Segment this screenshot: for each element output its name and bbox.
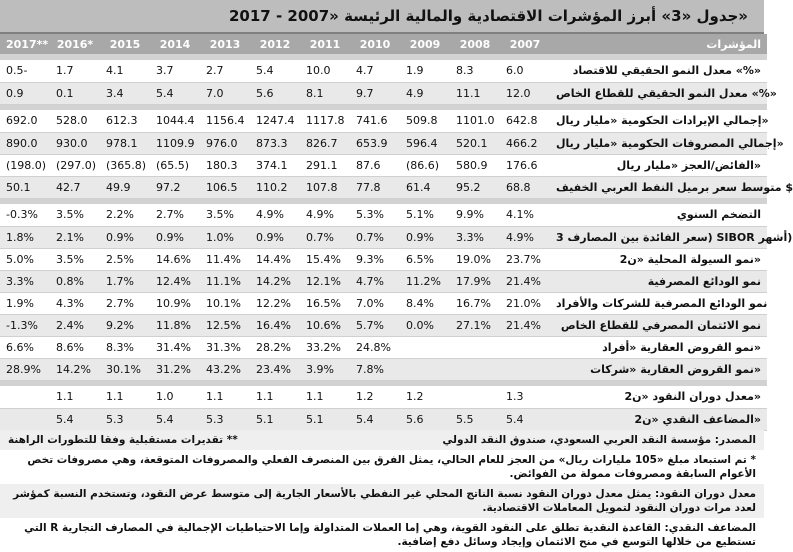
value-cell: 692.0 — [0, 110, 50, 132]
value-cell: 1.1 — [50, 386, 100, 408]
note-deficit: * تم استبعاد مبلغ «105 مليارات ريال» من العجز للعام الحالي، يمثل الفرق بين المنصرف الفعلي والمصروفات المتوقعة، وهي مصروفات تخص الأعوام السابقة ومصروفات ممولة من الفوائض. — [27, 454, 756, 480]
value-cell: 5.4 — [50, 408, 100, 430]
value-cell: 2.4% — [50, 314, 100, 336]
value-cell: (365.8) — [100, 154, 150, 176]
value-cell: 68.8 — [500, 176, 550, 198]
table-row — [0, 408, 767, 430]
value-cell: 28.2% — [250, 336, 300, 358]
value-cell: 176.6 — [500, 154, 550, 176]
value-cell: 16.4% — [250, 314, 300, 336]
year-header: 2012 — [250, 34, 300, 54]
value-cell: 1044.4 — [150, 110, 200, 132]
value-cell: 61.4 — [400, 176, 450, 198]
value-cell: 509.8 — [400, 110, 450, 132]
value-cell: 5.4 — [500, 408, 550, 430]
value-cell: 1156.4 — [200, 110, 250, 132]
estimates-note: ** تقديرات مستقبلية وفقا للتطورات الراهنة — [8, 434, 238, 446]
value-cell: 9.2% — [100, 314, 150, 336]
value-cell: 50.1 — [0, 176, 50, 198]
value-cell: 12.5% — [200, 314, 250, 336]
value-cell: 5.3% — [350, 204, 400, 226]
value-cell: 4.9% — [500, 226, 550, 248]
value-cell: 528.0 — [50, 110, 100, 132]
value-cell: 14.4% — [250, 248, 300, 270]
value-cell: 16.7% — [450, 292, 500, 314]
value-cell: 3.9% — [300, 358, 350, 380]
year-header: 2007 — [500, 34, 550, 54]
value-cell: 12.2% — [250, 292, 300, 314]
value-cell: 16.5% — [300, 292, 350, 314]
year-header: 2017** — [0, 34, 50, 54]
value-cell: 5.5 — [450, 408, 500, 430]
indicator-label: نمو الودائع المصرفية للشركات والأفراد — [550, 292, 767, 314]
value-cell: 106.5 — [200, 176, 250, 198]
value-cell — [500, 336, 550, 358]
value-cell: (198.0) — [0, 154, 50, 176]
value-cell: 4.1% — [500, 204, 550, 226]
value-cell: 3.7 — [150, 60, 200, 82]
value-cell: 9.9% — [450, 204, 500, 226]
value-cell — [0, 408, 50, 430]
value-cell: 87.6 — [350, 154, 400, 176]
value-cell: (297.0) — [50, 154, 100, 176]
value-cell: 1.2 — [350, 386, 400, 408]
value-cell: 23.7% — [500, 248, 550, 270]
year-header: 2016* — [50, 34, 100, 54]
value-cell: 9.7 — [350, 82, 400, 104]
value-cell: 930.0 — [50, 132, 100, 154]
value-cell: 5.6 — [250, 82, 300, 104]
year-header: 2009 — [400, 34, 450, 54]
value-cell: 5.4 — [250, 60, 300, 82]
value-cell: 12.4% — [150, 270, 200, 292]
value-cell: 15.4% — [300, 248, 350, 270]
value-cell: 49.9 — [100, 176, 150, 198]
value-cell: 642.8 — [500, 110, 550, 132]
value-cell: 4.9% — [250, 204, 300, 226]
value-cell: (65.5) — [150, 154, 200, 176]
value-cell: 12.0 — [500, 82, 550, 104]
value-cell — [400, 336, 450, 358]
value-cell: 107.8 — [300, 176, 350, 198]
value-cell: 6.5% — [400, 248, 450, 270]
table-row — [0, 248, 767, 270]
value-cell: 8.6% — [50, 336, 100, 358]
value-cell: 3.3% — [0, 270, 50, 292]
indicator-label: معدل النمو الحقيقي للقطاع الخاص «%» — [550, 82, 767, 104]
value-cell: 5.4 — [350, 408, 400, 430]
value-cell: 978.1 — [100, 132, 150, 154]
value-cell: 612.3 — [100, 110, 150, 132]
value-cell: 1.1 — [250, 386, 300, 408]
source-note: المصدر: مؤسسة النقد العربي السعودي، صندوق النقد الدولي — [442, 434, 756, 446]
value-cell: 1.8% — [0, 226, 50, 248]
value-cell: 1109.9 — [150, 132, 200, 154]
notes-section — [0, 430, 764, 552]
value-cell: 6.0 — [500, 60, 550, 82]
year-header: 2013 — [200, 34, 250, 54]
indicator-label: متوسط سعر برميل النفط العربي الخفيف $ — [550, 176, 767, 198]
value-cell: 374.1 — [250, 154, 300, 176]
indicators-table — [0, 34, 793, 431]
table-row — [0, 110, 767, 132]
value-cell: 0.9% — [100, 226, 150, 248]
year-header: 2010 — [350, 34, 400, 54]
value-cell: 5.4 — [150, 408, 200, 430]
value-cell: 10.6% — [300, 314, 350, 336]
value-cell: 1247.4 — [250, 110, 300, 132]
indicator-label: نمو الودائع المصرفية — [550, 270, 767, 292]
value-cell: 8.1 — [300, 82, 350, 104]
value-cell: 2.7% — [150, 204, 200, 226]
value-cell: 2.5% — [100, 248, 150, 270]
value-cell: 873.3 — [250, 132, 300, 154]
value-cell — [0, 386, 50, 408]
indicator-label: نمو الائتمان المصرفي للقطاع الخاص — [550, 314, 767, 336]
value-cell: -1.3% — [0, 314, 50, 336]
value-cell: 7.0% — [350, 292, 400, 314]
value-cell: 5.3 — [200, 408, 250, 430]
indicator-label: سعر الفائدة بين المصارف 3) SIBOR أشهر) — [550, 226, 767, 248]
value-cell: 0.9 — [0, 82, 50, 104]
value-cell: 2.7% — [100, 292, 150, 314]
value-cell: 11.8% — [150, 314, 200, 336]
value-cell: 28.9% — [0, 358, 50, 380]
value-cell: 4.1 — [100, 60, 150, 82]
value-cell: 1.2 — [400, 386, 450, 408]
value-cell: 8.3% — [100, 336, 150, 358]
table-row — [0, 270, 767, 292]
value-cell: 42.7 — [50, 176, 100, 198]
value-cell — [450, 358, 500, 380]
value-cell: 291.1 — [300, 154, 350, 176]
value-cell: 5.0% — [0, 248, 50, 270]
value-cell: 596.4 — [400, 132, 450, 154]
value-cell: 0.1 — [50, 82, 100, 104]
value-cell: 12.1% — [300, 270, 350, 292]
value-cell: 1101.0 — [450, 110, 500, 132]
value-cell: 5.1 — [300, 408, 350, 430]
value-cell: 5.1% — [400, 204, 450, 226]
value-cell: 10.9% — [150, 292, 200, 314]
value-cell: 9.3% — [350, 248, 400, 270]
table-row — [0, 132, 767, 154]
value-cell: 1.7 — [50, 60, 100, 82]
note-velocity: معدل دوران النقود: يمثل معدل دوران النقود نسبة الناتج المحلي غير النفطي بالأسعار الجارية إلى متوسط عرض النقود، وتستخدم النسبة كمؤشر لعدد مرات دوران النقود لتمويل المعاملات الاقتصادية. — [0, 484, 764, 518]
value-cell: 2.7 — [200, 60, 250, 82]
value-cell: 3.3% — [450, 226, 500, 248]
value-cell: 43.2% — [200, 358, 250, 380]
value-cell: 10.1% — [200, 292, 250, 314]
table-row — [0, 336, 767, 358]
value-cell — [400, 358, 450, 380]
value-cell: -0.3% — [0, 204, 50, 226]
year-header: 2008 — [450, 34, 500, 54]
value-cell: 1.0% — [200, 226, 250, 248]
source-line — [0, 430, 764, 450]
indicator-label: المضاعف النقدي «ن2» — [550, 408, 767, 430]
value-cell: 180.3 — [200, 154, 250, 176]
value-cell: 5.7% — [350, 314, 400, 336]
value-cell: 21.0% — [500, 292, 550, 314]
value-cell: 1.1 — [300, 386, 350, 408]
value-cell: 3.4 — [100, 82, 150, 104]
indicators-header: المؤشرات — [550, 34, 767, 54]
value-cell: 653.9 — [350, 132, 400, 154]
value-cell: 1.9 — [400, 60, 450, 82]
indicator-label: التضخم السنوي — [550, 204, 767, 226]
value-cell: 580.9 — [450, 154, 500, 176]
value-cell: 24.8% — [350, 336, 400, 358]
table-row — [0, 386, 767, 408]
table-row — [0, 154, 767, 176]
value-cell: 1.7% — [100, 270, 150, 292]
value-cell: 7.0 — [200, 82, 250, 104]
value-cell — [500, 358, 550, 380]
value-cell — [450, 336, 500, 358]
value-cell: 1.3 — [500, 386, 550, 408]
value-cell: 0.0% — [400, 314, 450, 336]
value-cell: (86.6) — [400, 154, 450, 176]
value-cell: 0.9% — [250, 226, 300, 248]
value-cell: 17.9% — [450, 270, 500, 292]
value-cell: 0.9% — [150, 226, 200, 248]
value-cell: 0.8% — [50, 270, 100, 292]
indicator-label: معدل النمو الحقيقي للاقتصاد «%» — [550, 60, 767, 82]
value-cell: 0.5- — [0, 60, 50, 82]
indicator-label: إجمالي الإيرادات الحكومية «مليار ريال» — [550, 110, 767, 132]
value-cell: 77.8 — [350, 176, 400, 198]
indicator-label: نمو السيولة المحلية «ن2» — [550, 248, 767, 270]
year-header: 2014 — [150, 34, 200, 54]
value-cell: 33.2% — [300, 336, 350, 358]
value-cell: 5.1 — [250, 408, 300, 430]
value-cell: 5.6 — [400, 408, 450, 430]
value-cell: 890.0 — [0, 132, 50, 154]
table-title: جدول «3» أبرز المؤشرات الاقتصادية والمالية الرئيسة «2007 - 2017» — [0, 0, 764, 34]
value-cell: 31.4% — [150, 336, 200, 358]
value-cell: 0.7% — [350, 226, 400, 248]
year-header: 2011 — [300, 34, 350, 54]
value-cell: 14.6% — [150, 248, 200, 270]
value-cell: 4.9 — [400, 82, 450, 104]
header-row — [0, 34, 767, 54]
value-cell: 95.2 — [450, 176, 500, 198]
value-cell: 8.3 — [450, 60, 500, 82]
value-cell: 31.2% — [150, 358, 200, 380]
value-cell: 11.1% — [200, 270, 250, 292]
value-cell: 2.1% — [50, 226, 100, 248]
value-cell: 520.1 — [450, 132, 500, 154]
value-cell: 1.0 — [150, 386, 200, 408]
value-cell: 1117.8 — [300, 110, 350, 132]
value-cell: 4.7% — [350, 270, 400, 292]
value-cell: 1.9% — [0, 292, 50, 314]
value-cell: 6.6% — [0, 336, 50, 358]
value-cell: 3.5% — [200, 204, 250, 226]
value-cell: 14.2% — [250, 270, 300, 292]
value-cell: 19.0% — [450, 248, 500, 270]
value-cell: 11.1 — [450, 82, 500, 104]
value-cell: 1.1 — [100, 386, 150, 408]
table-row — [0, 226, 767, 248]
indicator-label: إجمالي المصروفات الحكومية «مليار ريال» — [550, 132, 767, 154]
value-cell: 4.3% — [50, 292, 100, 314]
value-cell: 5.3 — [100, 408, 150, 430]
value-cell: 21.4% — [500, 270, 550, 292]
table-row — [0, 176, 767, 198]
value-cell: 27.1% — [450, 314, 500, 336]
table-row — [0, 204, 767, 226]
table-row — [0, 292, 767, 314]
value-cell: 0.7% — [300, 226, 350, 248]
value-cell: 97.2 — [150, 176, 200, 198]
value-cell: 466.2 — [500, 132, 550, 154]
value-cell: 3.5% — [50, 248, 100, 270]
table-row — [0, 314, 767, 336]
value-cell: 2.2% — [100, 204, 150, 226]
table-row — [0, 60, 767, 82]
value-cell: 826.7 — [300, 132, 350, 154]
value-cell: 31.3% — [200, 336, 250, 358]
indicator-label: الفائض/العجز «مليار ريال» — [550, 154, 767, 176]
table-row — [0, 82, 767, 104]
value-cell: 14.2% — [50, 358, 100, 380]
value-cell: 4.9% — [300, 204, 350, 226]
value-cell: 5.4 — [150, 82, 200, 104]
value-cell: 21.4% — [500, 314, 550, 336]
table-row — [0, 358, 767, 380]
value-cell: 110.2 — [250, 176, 300, 198]
indicator-label: نمو القروض العقارية «شركات» — [550, 358, 767, 380]
value-cell: 11.4% — [200, 248, 250, 270]
value-cell — [450, 386, 500, 408]
value-cell: 3.5% — [50, 204, 100, 226]
value-cell: 8.4% — [400, 292, 450, 314]
value-cell: 741.6 — [350, 110, 400, 132]
value-cell: 0.9% — [400, 226, 450, 248]
indicator-label: نمو القروض العقارية «أفراد» — [550, 336, 767, 358]
year-header: 2015 — [100, 34, 150, 54]
value-cell: 11.2% — [400, 270, 450, 292]
value-cell: 1.1 — [200, 386, 250, 408]
value-cell: 23.4% — [250, 358, 300, 380]
value-cell: 10.0 — [300, 60, 350, 82]
value-cell: 4.7 — [350, 60, 400, 82]
value-cell: 7.8% — [350, 358, 400, 380]
indicator-label: معدل دوران النقود «ن2» — [550, 386, 767, 408]
value-cell: 30.1% — [100, 358, 150, 380]
value-cell: 976.0 — [200, 132, 250, 154]
note-multiplier: المضاعف النقدي: القاعدة النقدية تطلق على النقود القوية، وهي إما العملات المتداولة وإما الاحتياطيات الإجمالية في المصارف التجارية R التي تستطيع من خلالها التوسع في منح الائتمان وإيجاد وسائل دفع إضافية. — [24, 522, 756, 548]
